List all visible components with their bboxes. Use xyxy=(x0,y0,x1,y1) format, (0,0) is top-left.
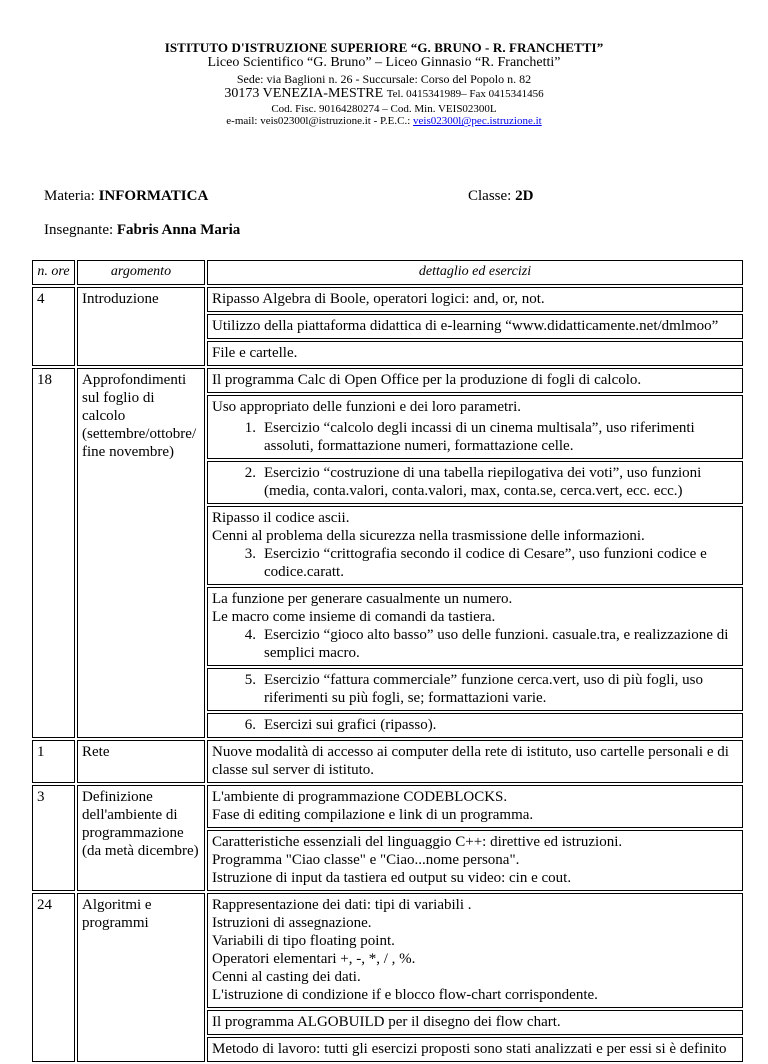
exercise-text: Esercizio “fattura commerciale” funzione cerca.vert, uso di più fogli, uso riferimenti su più fogli, se; formattazioni varie. xyxy=(264,671,703,706)
exercise-item xyxy=(212,464,738,500)
insegnante-label: Insegnante: xyxy=(44,222,117,238)
detail-line: Rappresentazione dei dati: tipi di variabili . xyxy=(212,896,472,913)
detail-line: Le macro come insieme di comandi da tastiera. xyxy=(212,608,496,625)
materia-label: Materia: xyxy=(44,188,99,204)
ore-cell: 1 xyxy=(32,740,75,783)
licei-line: Liceo Scientifico “G. Bruno” – Liceo Ginnasio “R. Franchetti” xyxy=(207,55,561,71)
exercise-text: Esercizi sui grafici (ripasso). xyxy=(264,716,437,733)
exercise-number: 4. xyxy=(244,626,256,643)
sede-line: Sede: via Baglioni n. 26 - Succursale: Corso del Popolo n. 82 xyxy=(236,71,532,86)
exercise-text: Esercizio “calcolo degli incassi di un cinema multisala”, uso riferimenti assoluti, formattazione numeri, formattazione celle. xyxy=(264,419,695,454)
table-header-row xyxy=(32,260,743,285)
dettaglio-cell xyxy=(207,893,743,1008)
classe-label: Classe: xyxy=(468,188,516,204)
detail-line: La funzione per generare casualmente un numero. xyxy=(212,590,513,607)
exercise-number: 6. xyxy=(244,716,256,733)
table-row xyxy=(32,785,743,828)
table-row xyxy=(32,740,743,783)
dettaglio-cell: Metodo di lavoro: tutti gli esercizi proposti sono stati analizzati e per essi si è definito xyxy=(207,1037,743,1062)
header-dettaglio: dettaglio ed esercizi xyxy=(207,260,743,285)
classe xyxy=(468,188,533,205)
detail-line: Cenni al problema della sicurezza nella trasmissione delle informazioni. xyxy=(212,527,645,544)
detail-line: Caratteristiche essenziali del linguaggio C++: direttive ed istruzioni. xyxy=(212,833,623,850)
exercise-text: Esercizio “crittografia secondo il codice di Cesare”, uso funzioni codice e codice.caratt. xyxy=(264,545,707,580)
dettaglio-cell xyxy=(207,461,743,504)
letterhead xyxy=(0,40,768,128)
header-ore: n. ore xyxy=(32,260,75,285)
ore-cell: 24 xyxy=(32,893,75,1062)
email-text: e-mail: veis02300l@istruzione.it - P.E.C.: xyxy=(226,115,414,128)
exercise-number: 3. xyxy=(244,545,256,562)
argomento-cell: Algoritmi e programmi xyxy=(77,893,205,1062)
detail-line: Uso appropriato delle funzioni e dei loro parametri. xyxy=(212,398,522,415)
dettaglio-cell: File e cartelle. xyxy=(207,341,743,366)
city: 30173 VENEZIA-MESTRE xyxy=(224,86,384,101)
exercise-item xyxy=(212,716,738,734)
exercise-number: 5. xyxy=(244,671,256,688)
dettaglio-cell: Nuove modalità di accesso ai computer della rete di istituto, uso cartelle personali e di classe sul server di istituto. xyxy=(207,740,743,783)
detail-line: Programma "Ciao classe" e "Ciao...nome persona". xyxy=(212,851,520,868)
ore-cell: 4 xyxy=(32,287,75,366)
exercise-item xyxy=(212,419,738,455)
exercise-number: 1. xyxy=(244,419,256,436)
dettaglio-cell xyxy=(207,395,743,459)
dettaglio-cell: Ripasso Algebra di Boole, operatori logici: and, or, not. xyxy=(207,287,743,312)
detail-line: Ripasso il codice ascii. xyxy=(212,509,350,526)
detail-line: Istruzioni di assegnazione. xyxy=(212,914,372,931)
classe-value: 2D xyxy=(515,188,534,204)
materia-row xyxy=(44,188,724,205)
exercise-item xyxy=(212,671,738,707)
dettaglio-cell xyxy=(207,785,743,828)
detail-line: L'istruzione di condizione if e blocco flow-chart corrispondente. xyxy=(212,986,598,1003)
school-name: ISTITUTO D'ISTRUZIONE SUPERIORE “G. BRUNO - R. FRANCHETTI” xyxy=(164,40,604,55)
table-row xyxy=(32,368,743,393)
materia-value: INFORMATICA xyxy=(98,188,209,204)
detail-line: Istruzione di input da tastiera ed output su video: cin e cout. xyxy=(212,869,572,886)
city-line xyxy=(0,86,768,103)
argomento-cell: Introduzione xyxy=(77,287,205,366)
detail-line: Cenni al casting dei dati. xyxy=(212,968,361,985)
dettaglio-cell: Utilizzo della piattaforma didattica di e-learning “www.didatticamente.net/dmlmoo” xyxy=(207,314,743,339)
email-line xyxy=(0,115,768,128)
dettaglio-cell xyxy=(207,506,743,585)
detail-line: Operatori elementari +, -, *, / , %. xyxy=(212,950,416,967)
table-row xyxy=(32,893,743,1008)
dettaglio-cell xyxy=(207,713,743,738)
exercise-number: 2. xyxy=(244,464,256,481)
exercise-item xyxy=(212,626,738,662)
argomento-cell: Approfondimenti sul foglio di calcolo (settembre/ottobre/ fine novembre) xyxy=(77,368,205,738)
ore-cell: 18 xyxy=(32,368,75,738)
argomento-cell: Rete xyxy=(77,740,205,783)
header-argomento: argomento xyxy=(77,260,205,285)
codes-line: Cod. Fisc. 90164280274 – Cod. Min. VEIS02300L xyxy=(271,102,497,115)
ore-cell: 3 xyxy=(32,785,75,891)
tel-fax: Tel. 0415341989– Fax 0415341456 xyxy=(386,88,544,100)
dettaglio-cell xyxy=(207,587,743,666)
exercise-text: Esercizio “gioco alto basso” uso delle funzioni. casuale.tra, e realizzazione di semplici macro. xyxy=(264,626,729,661)
program-table xyxy=(30,258,745,1064)
pec-link[interactable]: veis02300l@pec.istruzione.it xyxy=(413,115,542,128)
exercise-text: Esercizio “costruzione di una tabella riepilogativa dei voti”, uso funzioni (media, conta.valori, conta.valori, max, conta.se, cerca.vert, ecc. ecc.) xyxy=(264,464,702,499)
detail-line: Variabili di tipo floating point. xyxy=(212,932,395,949)
dettaglio-cell: Il programma Calc di Open Office per la produzione di fogli di calcolo. xyxy=(207,368,743,393)
detail-line: Fase di editing compilazione e link di un programma. xyxy=(212,806,534,823)
insegnante-value: Fabris Anna Maria xyxy=(116,222,241,238)
detail-line: L'ambiente di programmazione CODEBLOCKS. xyxy=(212,788,508,805)
exercise-item xyxy=(212,545,738,581)
dettaglio-cell: Il programma ALGOBUILD per il disegno dei flow chart. xyxy=(207,1010,743,1035)
dettaglio-cell xyxy=(207,668,743,711)
insegnante-row xyxy=(44,222,240,239)
table-row xyxy=(32,287,743,312)
argomento-cell: Definizione dell'ambiente di programmazione (da metà dicembre) xyxy=(77,785,205,891)
dettaglio-cell xyxy=(207,830,743,891)
